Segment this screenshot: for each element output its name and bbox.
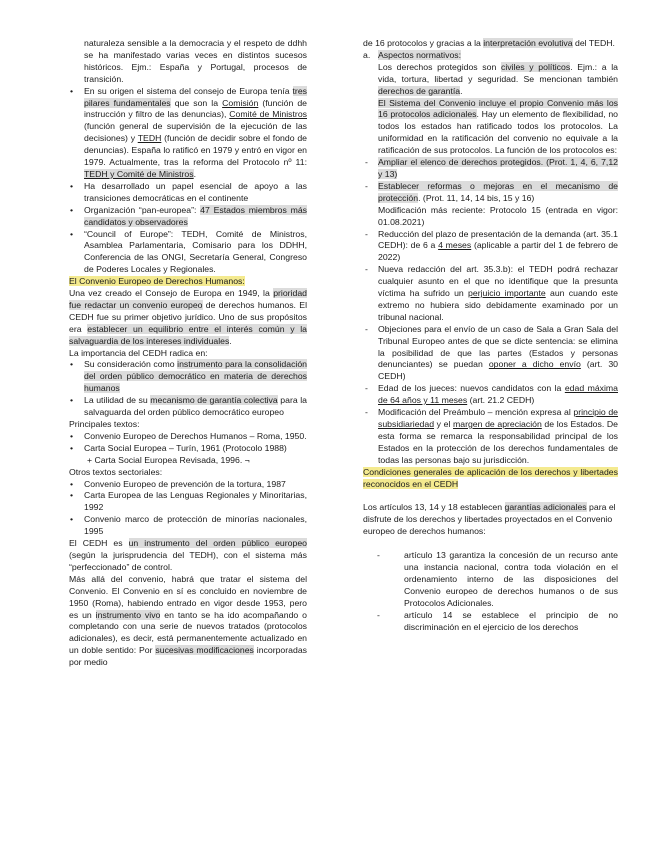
underline-perjuicio: perjuicio importante xyxy=(468,288,546,299)
text-span: (art. 30 CEDH) xyxy=(378,359,619,382)
text-span: Carta Social Europea – Turín, 1961 (Protocolo 1988) xyxy=(84,442,287,453)
text-span: Más allá del convenio, habrá que tratar el sistema del Convenio. El Convenio en sí es concluido en noviembre de 1950 (Roma), habiendo entrado en vigor desde 1953, pero es un xyxy=(69,573,307,620)
text-span: En su origen el sistema del consejo de Europa tenía xyxy=(84,85,293,96)
underline-subsidiariedad: principio de subsidiariedad xyxy=(378,407,619,429)
highlight-mecanismo: mecanismo de garantía colectiva xyxy=(150,395,278,406)
text-span: . Hay un elemento de flexibilidad, no todos los estados han ratificado todos los protocolos. La uniformidad en la ratificación del convenio no equivale a la ratificación de sus protocolos. La función de los protocolos es: xyxy=(378,109,618,156)
section-heading-condiciones xyxy=(363,467,618,491)
highlight-instrumento: instrumento para la consolidación del orden público democrático en materia de derechos humanos xyxy=(84,359,308,394)
dash-edad-jueces xyxy=(363,383,618,407)
underline-meses: 4 meses xyxy=(438,240,472,251)
text-span: . xyxy=(460,85,463,96)
text-span: Reducción del plazo de presentación de la demanda (art. 35.1 CEDH): de 6 a xyxy=(378,228,618,251)
text-span: Objeciones para el envío de un caso de Sala a Gran Sala del Tribunal Europeo antes de que se dicte sentencia: se elimina la posibilidad de que las partes (Estados y personas denunciantes) se puedan xyxy=(378,323,618,370)
paragraph-protocolos xyxy=(363,38,618,50)
text-span: incorporadas por medio xyxy=(69,645,307,668)
paragraph-otros-textos: Otros textos sectoriales: xyxy=(69,466,163,477)
heading-text: El Convenio Europeo de Derechos Humanos: xyxy=(69,276,245,287)
text-span: aun cuando este extremo no hubiera sido debidamente examinado por un tribunal nacional. xyxy=(378,288,618,322)
text-span: para la salvaguarda del orden público democrático europeo xyxy=(84,395,308,418)
bullet-tortura: • Convenio Europeo de prevención de la tortura, 1987 xyxy=(69,479,307,491)
bullet-council-of-europe: • “Council of Europe”: TEDH, Comité de Ministros, Asamblea Parlamentaria, Comisario para los DDHH, Conferencia de las ONGI, Secretaría General, Congreso de Poderes Locales y Regionales. xyxy=(69,229,307,277)
text-span: Modificación del Preámbulo – mención expresa al xyxy=(378,407,574,418)
dash-objeciones xyxy=(363,324,618,384)
dash-ampliar xyxy=(363,157,618,181)
text-span: (según la jurisprudencia del TEDH), con el sistema más “perfeccionado” de control. xyxy=(69,549,307,572)
text-span: que son la xyxy=(170,97,223,108)
highlight-sistema: El Sistema del Convenio incluye el propio Convenio más los 16 protocolos adicionales xyxy=(378,97,618,120)
text-span: de derechos humanos. El CEDH fue su primer objetivo jurídico. Uno de sus propósitos era xyxy=(69,299,307,334)
text-span: . (Prot. 11, 14, 14 bis, 15 y 16) xyxy=(418,192,535,203)
highlight-instrumento-vivo: instrumento vivo xyxy=(95,609,161,620)
highlight-equilibrio: establecer un equilibrio entre el interés común y la salvaguardia de los intereses individuales xyxy=(69,323,307,346)
paragraph-importancia: La importancia del CEDH radica en: xyxy=(69,347,208,358)
paragraph-principales-textos: Principales textos: xyxy=(69,419,140,429)
right-column xyxy=(363,38,618,634)
heading-text: Condiciones generales de aplicación de los derechos y libertades reconocidos en el CEDH xyxy=(363,466,618,489)
highlight-civiles: civiles y políticos xyxy=(500,61,571,72)
text-span: + Carta Social Europea Revisada, 1996. ¬ xyxy=(87,454,250,465)
underline-tedh: TEDH xyxy=(137,133,162,144)
text-span: Su consideración como xyxy=(84,359,178,370)
text-span: y el xyxy=(434,419,454,429)
text-span: (aplicable a partir del 1 de febrero de 2022) xyxy=(378,240,618,263)
bullet-cedh-roma: • Convenio Europeo de Derechos Humanos – Roma, 1950. xyxy=(69,431,307,443)
dash-preambulo xyxy=(363,407,618,467)
text-span: para el disfrute de los derechos y libertades proyectados en el Convenio europeo de derechos humanos: xyxy=(363,502,616,537)
spacer xyxy=(363,538,618,550)
continuation-paragraph: naturaleza sensible a la democracia y el respeto de ddhh se ha manifestado varias veces en distintos sucesos históricos. Ejm.: España y Portugal, procesos de transición. xyxy=(84,38,307,84)
paragraph-articulos xyxy=(363,502,618,538)
section-title: Aspectos normativos: xyxy=(378,49,462,60)
dash-articulo-13: - artículo 13 garantiza la concesión de un recurso ante una instancia nacional, contra toda violación en el ordenamiento interno de las disposiciones del Convenio europeo de derechos humanos o de sus Protocolos Adicionales. xyxy=(363,550,618,610)
text-span: . xyxy=(229,335,232,346)
underline-edad: edad máxima de 64 años y 11 meses xyxy=(378,383,618,406)
dash-plazo xyxy=(363,229,618,265)
text-span: El CEDH es xyxy=(69,538,129,549)
section-a-heading xyxy=(363,50,618,62)
bullet-carta-social xyxy=(69,443,307,467)
section-heading-cedh xyxy=(69,276,307,288)
underline-comision: Comisión xyxy=(222,97,259,108)
underline-oponer: oponer a dicho envío xyxy=(488,359,581,370)
bullet-utilidad xyxy=(69,395,307,419)
dash-perjuicio xyxy=(363,264,618,324)
text-span: Ampliar el elenco de derechos protegidos. (Prot. 1, 4, 6, 7,12 y 13) xyxy=(378,157,618,179)
highlight-reformas: Establecer reformas o mejoras en el mecanismo de protección xyxy=(378,180,618,203)
paragraph-instrumento-vivo xyxy=(69,574,307,669)
highlight-sucesivas: sucesivas modificaciones xyxy=(155,645,254,656)
spacer xyxy=(363,490,618,502)
bullet-consideracion xyxy=(69,359,307,395)
text-span: de 16 protocolos y gracias a la xyxy=(363,38,484,48)
text-span: en tanto se ha ido acompañando o completando con una serie de nuevos tratados (protocolos adicionales), es decir, está permanentemente actualizado en un doble sentido: Por xyxy=(69,609,307,656)
highlight-prioridad: prioridad fue redactar un convenio europeo xyxy=(69,288,307,310)
text-span: (función general de supervisión de la ejecución de las decisiones) y xyxy=(84,121,307,144)
text-span: La utilidad de su xyxy=(84,395,151,406)
text-span: (función de instrucción y filtro de las denuncias), xyxy=(84,97,307,120)
paragraph-modificacion: Modificación más reciente: Protocolo 15 (entrada en vigor: 01.08.2021) xyxy=(378,204,618,227)
underline-tedh-comite: TEDH y Comité de Ministros xyxy=(84,168,194,179)
text-span: Nueva redacción del art. 35.3.b): el TEDH podrá rechazar cualquier asunto en el que no identifique que la presunta víctima ha sufrido un xyxy=(378,264,618,299)
text-span: de los Estados. De esta forma se remarca la responsabilidad principal de los Estados en la protección de los derechos fundamentales de todas las personas bajo su jurisdicción. xyxy=(378,419,618,465)
highlight-garantias: garantías adicionales xyxy=(504,502,587,513)
text-span: (función de decidir sobre el fondo de denuncias). España lo ratificó en 1979 y entró en vigor en 1979. Actualmente, tras la reforma del Protocolo nº 11: xyxy=(84,133,307,168)
bullet-origen-sistema xyxy=(69,86,307,181)
highlight-estados-miembros: 47 Estados miembros más candidatos y observadores xyxy=(84,204,307,227)
paragraph-derechos-protegidos xyxy=(363,62,618,98)
bullet-transiciones: • Ha desarrollado un papel esencial de apoyo a las transiciones democráticas en el continente xyxy=(69,181,307,205)
section-letter: a. xyxy=(363,49,371,60)
dash-articulo-14: - artículo 14 se establece el principio de no discriminación en el ejercicio de los derechos xyxy=(363,610,618,634)
highlight-orden-publico: un instrumento del orden público europeo xyxy=(128,538,307,549)
underline-margen: margen de apreciación xyxy=(453,419,542,429)
bullet-minorias: • Convenio marco de protección de minorías nacionales, 1995 xyxy=(69,514,307,538)
text-span: (art. 21.2 CEDH) xyxy=(467,395,535,406)
text-span: . xyxy=(193,168,197,179)
highlight-tres-pilares: tres pilares fundamentales xyxy=(84,85,307,108)
dash-reformas xyxy=(363,181,618,205)
text-span: . Ejm.: a la vida, tortura, libertad y seguridad. Se mencionan también xyxy=(378,61,618,84)
text-span: Los derechos protegidos son xyxy=(378,61,501,72)
text-span: Una vez creado el Consejo de Europa en 1949, la xyxy=(69,288,274,299)
bullet-pan-europea xyxy=(69,205,307,229)
underline-comite-ministros: Comité de Ministros xyxy=(229,109,307,120)
paragraph-creacion xyxy=(69,288,307,348)
highlight-garantia: derechos de garantía xyxy=(378,85,461,96)
text-span: Edad de los jueces: nuevos candidatos con la xyxy=(378,383,565,394)
highlight-interpretacion: interpretación evolutiva xyxy=(483,38,573,48)
bullet-lenguas: • Carta Europea de las Lenguas Regionales y Minoritarias, 1992 xyxy=(69,490,307,514)
left-column xyxy=(69,38,307,669)
paragraph-sistema-convenio xyxy=(363,98,618,158)
text-span: Organización “pan-europea”: xyxy=(84,204,201,215)
text-span: Los artículos 13, 14 y 18 establecen xyxy=(363,502,505,513)
text-span: del TEDH. xyxy=(572,38,615,48)
paragraph-orden-publico xyxy=(69,538,307,574)
